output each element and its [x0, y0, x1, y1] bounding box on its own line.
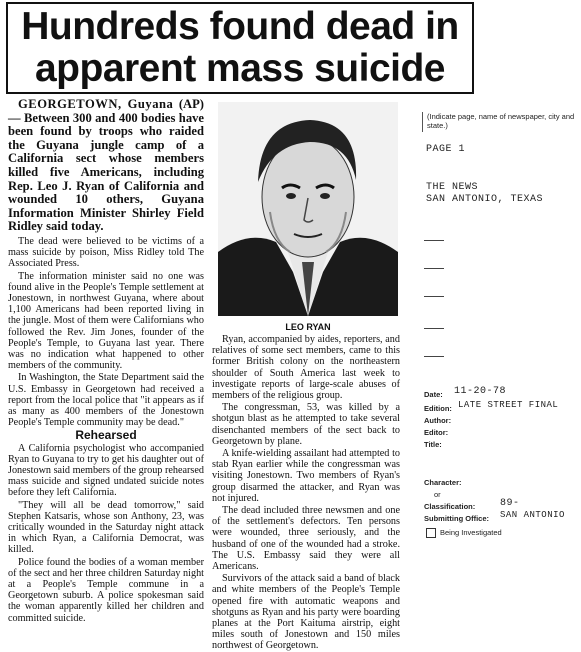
- body-paragraph: In Washington, the State Department said the U.S. Embassy in Georgetown had received a report from the local police that "it appears as if as many as 400 members of the Jonestown People's Temple community may be dead.": [8, 372, 204, 429]
- body-paragraph: The dead included three newsmen and one of the settlement's defectors. Ten persons were wounded, three seriously, and the husband of one of the wounded had a stroke. The U.S. Embassy said they were all Americans.: [212, 505, 400, 573]
- right-column: [212, 334, 400, 652]
- edition-label: Edition:: [424, 404, 452, 413]
- form-instructions: (Indicate page, name of newspaper, city and state.): [422, 112, 577, 132]
- form-newspaper: THE NEWS: [426, 182, 479, 193]
- character-label: Character:: [424, 478, 462, 487]
- form-rule: [424, 356, 444, 357]
- body-paragraph: Ryan, accompanied by aides, reporters, and relatives of some sect members, came to this former British colony on the northeastern shoulder of South America last week to investigate reports of large-scale abuses of members of the religious group.: [212, 334, 400, 402]
- form-page: PAGE 1: [426, 144, 466, 155]
- body-paragraph: A California psychologist who accompanied Ryan to Guyana to try to get his daughter out of Jonestown said members of the group rehearsed mass suicide and signed undated suicide notes before they left California.: [8, 442, 204, 499]
- body-paragraph: The dead were believed to be victims of a mass suicide by poison, Miss Ridley told The Associated Press.: [8, 235, 204, 270]
- form-city: SAN ANTONIO, TEXAS: [426, 194, 544, 205]
- body-paragraph: The congressman, 53, was killed by a shotgun blast as he attempted to take several disenchanted members of the sect back to Georgetown by plane.: [212, 402, 400, 447]
- investigated-label: Being Investigated: [440, 528, 502, 537]
- headline: [6, 2, 474, 94]
- portrait-photo: [218, 102, 398, 316]
- body-paragraph: A knife-wielding assailant had attempted to stab Ryan earlier while the congressman was visiting Jonestown. Two members of Ryan's group disarmed the attacker, and Ryan was not injured.: [212, 448, 400, 504]
- author-label: Author:: [424, 416, 452, 425]
- headline-line-1: Hundreds found dead in: [21, 5, 459, 48]
- submitting-office-label: Submitting Office:: [424, 514, 489, 523]
- headline-line-2: apparent mass suicide: [34, 47, 445, 90]
- investigated-checkbox[interactable]: [426, 528, 436, 538]
- form-rule: [424, 328, 444, 329]
- lead-paragraph: [8, 98, 204, 234]
- body-paragraph: The information minister said no one was found alive in the People's Temple settlement at Jonestown, in northwest Guyana, where about 1,100 Americans had been reported living in the jungle. Most of them were Californians who followed the Rev. Jim Jones, founder of the People's Temple, to Guyana last year. There was no indication what happened to other members of the community.: [8, 270, 204, 372]
- edition-value: LATE STREET FINAL: [458, 400, 559, 410]
- body-paragraph: "They will all be dead tomorrow," said Stephen Katsaris, whose son Anthony, 23, was critically wounded in the Saturday night attack in which Ryan, a California Democrat, was killed.: [8, 499, 204, 556]
- classification-value: 89-: [500, 498, 520, 509]
- classification-label: Classification:: [424, 502, 476, 511]
- submitting-office-value: SAN ANTONIO: [500, 510, 565, 520]
- or-label: or: [434, 490, 441, 499]
- portrait-drawing: [218, 102, 398, 316]
- form-rule: [424, 268, 444, 269]
- date-label: Date:: [424, 390, 443, 399]
- body-paragraph: Survivors of the attack said a band of black and white members of the People's Temple opened fire with automatic weapons and shotguns as Ryan and his party were boarding planes at the Port Kaituma airstrip, eight miles south of Jonestown and 150 miles northwest of Georgetown.: [212, 573, 400, 652]
- body-paragraph: Police found the bodies of a woman member of the sect and her three children Saturday night at a People's Temple commune in a Georgetown suburb. A police spokesman said the woman apparently killed her children and committed suicide.: [8, 556, 204, 624]
- dateline: GEORGETOWN, Guyana: [18, 97, 174, 111]
- form-rule: [424, 240, 444, 241]
- photo-caption: LEO RYAN: [285, 322, 331, 332]
- left-column: [8, 98, 204, 638]
- form-rule: [424, 296, 444, 297]
- fbi-mounting-form: [404, 100, 581, 640]
- lead-text: (AP) — Between 300 and 400 bodies have been found by troops who raided the Guyana jungle camp of a California sect whose members killed five Americans, including Rep. Leo J. Ryan of California and wounded 10 others, Guyana Information Minister Shirley Field Ridley said today.: [8, 97, 204, 234]
- title-label: Title:: [424, 440, 442, 449]
- editor-label: Editor:: [424, 428, 449, 437]
- subhead: Rehearsed: [75, 428, 137, 443]
- date-value: 11-20-78: [454, 386, 507, 397]
